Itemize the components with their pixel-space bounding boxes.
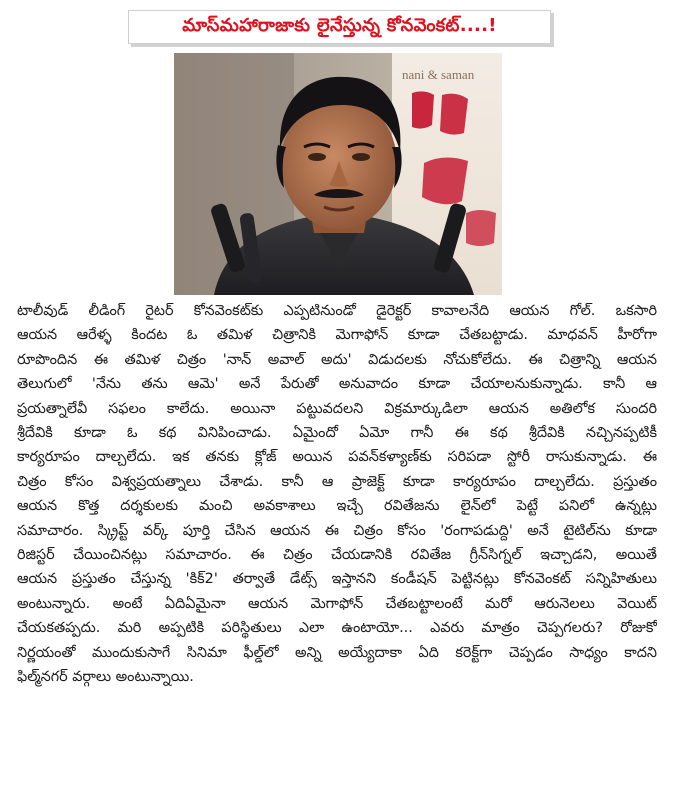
article-line: ఆయన కొత్త దర్శకులకు మంచి అవకాశాలు ఇచ్చే రవితేజను లైన్‌లో పెట్టే పనిలో ఉన్నట్లు [17,498,657,515]
article-line: ప్రయత్నాలేవీ సఫలం కాలేదు. అయినా పట్టువదలని విక్రమార్కుడిలా ఆయన అతిలోక సుందరి [17,400,657,417]
article-line: అంటున్నారు. అంటే ఏదిఏమైనా ఆయన మెగాఫోన్ చేతబట్టాలంటే మరో ఆరునెలలు వెయిట్ [17,595,657,612]
article-line: ఆయన ఆరేళ్ళ కిందట ఓ తమిళ చిత్రానికి మెగాఫోన్ కూడా చేతబట్టాడు. మాధవన్ హీరోగా [17,327,657,344]
article-line: చేయకతప్పదు. మరి అప్పటికి పరిస్థితులు ఎలా ఉంటాయో... ఎవరు మాత్రం చెప్పగలరు? రోజుకో [17,620,657,637]
article-line: కార్యరూపం దాల్చలేదు. ఇక తనకు క్లోజ్ అయిన పవన్‌కళ్యాణ్‌కు సరిపడా స్టోరీ రాసుకున్నాడు. ఈ [17,449,657,466]
article-line: శ్రీదేవికి కూడా ఓ కథ వినిపించాడు. ఏమైందో ఏమో గానీ ఈ కథ శ్రీదేవికి నచ్చినప్పటికీ [17,425,657,442]
article-line: టాలీవుడ్ లీడింగ్ రైటర్ కోనవెంకట్‌కు ఎప్పటినుండో డైరెక్టర్ కావాలనేది ఆయన గోల్. ఒకసారి [17,303,657,319]
headline-title: మాస్‌మహారాజాకు లైనేస్తున్న కోనవెంకట్....! [182,14,497,36]
article-line: నిర్ణయంతో ముందుకుసాగే సినిమా ఫీల్డ్‌లో అన్ని అయ్యేదాకా ఏది కరెక్ట్‌గా చెప్పడం సాధ్యం కాదని [17,644,657,661]
article-line: చిత్రం కోసం విశ్వప్రయత్నాలు చేశాడు. కానీ ఆ ప్రాజెక్ట్ కూడా కార్యరూపం దాల్చలేదు. ప్రస్తుతం [17,473,657,490]
article-line: రూపొందిన ఈ తమిళ చిత్రం 'నాన్ అవాల్ అదు' విడుదలకు నోచుకోలేదు. ఈ చిత్రాన్ని ఆయన [17,351,657,368]
poster-banner-text: nani & saman [402,67,475,82]
article-line: సమాచారం. స్క్రిప్ట్ వర్క్ పూర్తి చేసిన ఆయన ఈ చిత్రం కోసం 'రంగాపడుద్ది' అనే టైటిల్‌ను కూడా [17,522,657,539]
article-line: ఫిల్మ్‌నగర్ వర్గాలు అంటున్నాయి. [17,669,194,686]
article-line: రిజిస్టర్ చేయించినట్లు సమాచారం. ఈ చిత్రం చేయడానికి రవితేజ గ్రీన్‌సిగ్నల్ ఇచ్చాడని, అయితే [17,547,657,564]
article-photo [174,53,502,295]
article-line: ఆయన ప్రస్తుతం చేస్తున్న 'కిక్2' తర్వాతే డేట్స్ ఇస్తానని కండీషన్ పెట్టినట్లు కోనవెంకట్ సన్నిహితులు [17,571,657,588]
headline-banner [128,10,551,44]
article-photo-image [174,53,502,295]
article-body [17,299,657,690]
article-line: తెలుగులో 'నేను తను ఆమె' అనే పేరుతో అనువాదం కూడా చేయాలనుకున్నాడు. కానీ ఆ [17,376,657,393]
